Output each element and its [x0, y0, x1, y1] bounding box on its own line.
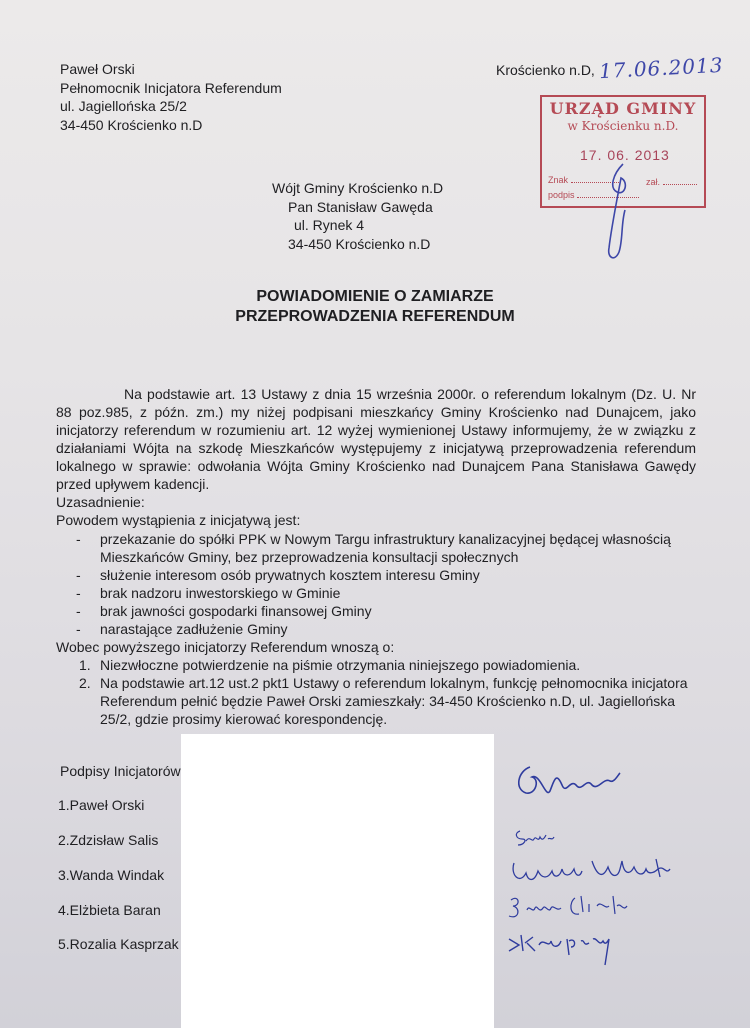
signature-3-scribble [508, 855, 673, 890]
title-line-1: POWIADOMIENIE O ZAMIARZE [256, 288, 494, 305]
signatory-4: 4.Elżbieta Baran [58, 902, 161, 918]
handwritten-date: 17.06.2013 [598, 52, 724, 84]
reasons-list [76, 530, 698, 638]
list-item [76, 656, 696, 674]
title-line-2: PRZEPROWADZENIA REFERENDUM [235, 308, 515, 325]
signatory-5: 5.Rozalia Kasprzak [58, 936, 179, 952]
requests-intro: Wobec powyższego inicjatorzy Referendum wnoszą o: [56, 639, 395, 655]
stamp-signature-scribble [595, 160, 645, 265]
requests-list [76, 656, 696, 728]
document-title [0, 287, 750, 327]
list-item: - przekazanie do spółki PPK w Nowym Targu infrastruktury kanalizacyjnej będącej własnością Mieszkańców Gminy, bez przeprowadzenia konsultacji społecznych [76, 530, 698, 566]
stamp-attachment-field: zał. [646, 177, 697, 187]
stamp-date: 17. 06. 2013 [580, 147, 670, 163]
addressee-line-4: 34-450 Krościenko n.D [288, 235, 431, 252]
justification-label: Uzasadnienie: [56, 494, 145, 510]
item-text: Niezwłoczne potwierdzenie na piśmie otrzymania niniejszego powiadomienia. [100, 657, 581, 673]
sender-block [60, 60, 282, 134]
signature-2-scribble [512, 825, 557, 850]
signatures-label: Podpisy Inicjatorów [60, 763, 181, 779]
addressee-line-1: Wójt Gminy Krościenko n.D [272, 180, 444, 196]
signature-4-scribble [505, 890, 645, 925]
list-item: - brak nadzoru inwestorskiego w Gminie [76, 584, 698, 602]
place: Krościenko n.D, [496, 62, 595, 78]
signature-1-scribble [510, 755, 630, 810]
sender-street: ul. Jagiellońska 25/2 [60, 98, 187, 114]
stamp-office-location: w Krościenku n.D. [567, 119, 679, 133]
sender-role: Pełnomocnik Inicjatora Referendum [60, 79, 282, 96]
signatory-1: 1.Paweł Orski [58, 797, 145, 813]
addressee-block [272, 179, 443, 253]
signature-5-scribble [505, 925, 625, 970]
stamp-office-name: URZĄD GMINY [549, 99, 697, 118]
list-item [76, 674, 696, 728]
list-item: - brak jawności gospodarki finansowej Gminy [76, 602, 698, 620]
reason-intro: Powodem wystąpienia z inicjatywą jest: [56, 512, 301, 528]
signature-1-text [0, 0, 1, 1]
sender-name: Paweł Orski [60, 61, 135, 77]
intro-paragraph [56, 385, 696, 493]
place-date [496, 52, 724, 84]
redaction-box [181, 734, 494, 1028]
sender-city: 34-450 Krościenko n.D [60, 116, 203, 133]
item-text: Na podstawie art.12 ust.2 pkt1 Ustawy o referendum lokalnym, funkcję pełnomocnika inicjatora Referendum pełnić będzie Paweł Orski zamieszkały: 34-450 Krościenko n.D, ul. Jagiellońska 25/2, gdzie prosimy kierować korespondencję. [100, 675, 688, 727]
signatory-3: 3.Wanda Windak [58, 867, 165, 883]
item-number: 1. [79, 657, 91, 673]
signatures-handwritten-values [0, 0, 1, 1]
stamp-sign-field: Znak [548, 175, 619, 185]
addressee-line-2: Pan Stanisław Gawęda [288, 198, 433, 215]
item-number: 2. [79, 675, 91, 691]
list-item: - narastające zadłużenie Gminy [76, 620, 698, 638]
signatory-2: 2.Zdzisław Salis [58, 832, 159, 848]
addressee-line-3: ul. Rynek 4 [294, 217, 365, 233]
intro-text: Na podstawie art. 13 Ustawy z dnia 15 września 2000r. o referendum lokalnym (Dz. U. Nr 88 poz.985, z późn. zm.) my niżej podpisani mieszkańcy Gminy Krościenko nad Dunajcem, jako inicjatorzy referendum w rozumieniu art. 12 wyżej wymienionej Ustawy informujemy, że w związku z działaniami Wójta na szkodę Mieszkańców występujemy z inicjatywą przeprowadzenia referendum lokalnego w sprawie: odwołania Wójta Gminy Krościenko nad Dunajcem Pana Stanisława Gawędy przed upływem kadencji. [56, 386, 696, 492]
stamp-signature-field: podpis [548, 190, 639, 200]
list-item: - służenie interesom osób prywatnych kosztem interesu Gminy [76, 566, 698, 584]
